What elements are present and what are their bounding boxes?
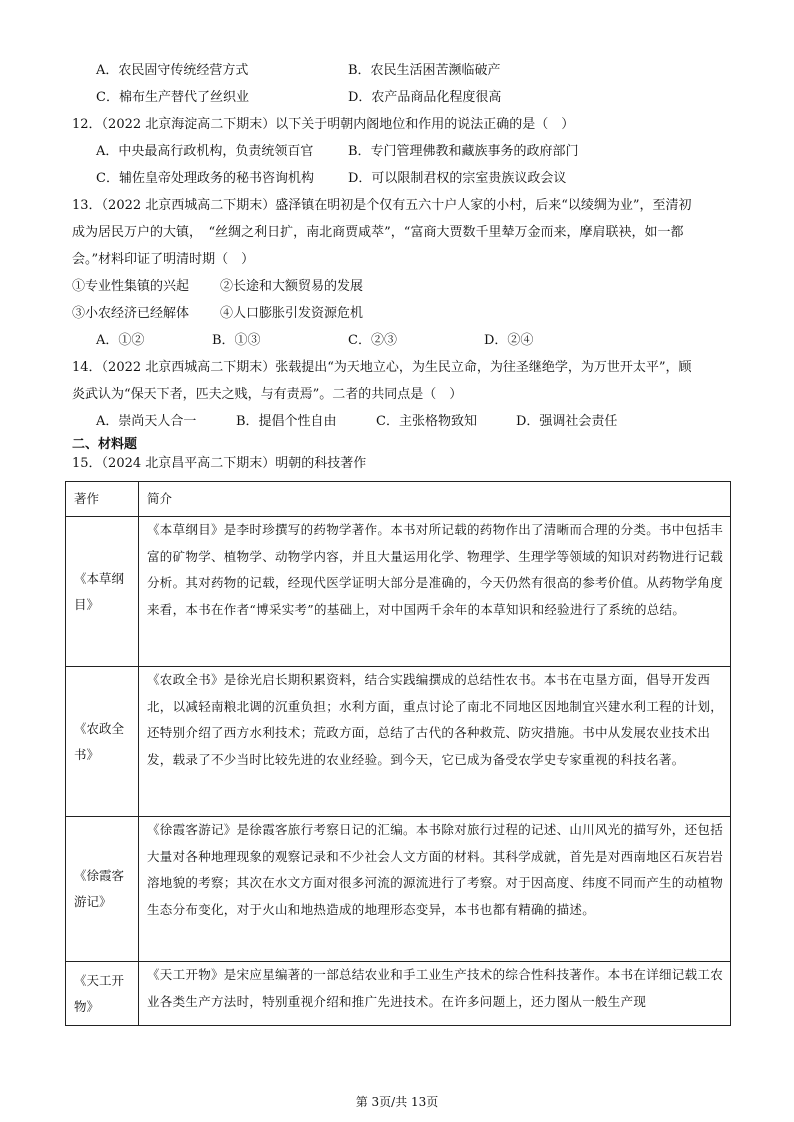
q12-option-b: B．专门管理佛教和藏族事务的政府部门 bbox=[348, 144, 579, 159]
work-name: 《天工开物》 bbox=[74, 972, 125, 1014]
q12-stem: 12．（2022 北京海淀高二下期末）以下关于明朝内阁地位和作用的说法正确的是（ ） bbox=[72, 117, 575, 132]
q13-item-3: ③小农经济已经解体 bbox=[72, 306, 190, 321]
work-desc-cell bbox=[139, 517, 731, 667]
work-description: 《徐霞客游记》是徐霞客旅行考察日记的汇编。本书除对旅行过程的记述、山川风光的描写外，还包括大量对各种地理现象的观察记录和不少社会人文方面的材料。其科学成就，首先是对西南地区石灰岩岩溶地貌的考察；其次在水文方面对很多河流的源流进行了考察。对于因高度、纬度不同而产生的动植物生态分布变化，对于火山和地热造成的地理形态变异，本书也都有精确的描述。 bbox=[147, 822, 724, 917]
q12-option-d: D．可以限制君权的宗室贵族议政会议 bbox=[348, 171, 567, 186]
q13-item-2: ②长途和大额贸易的发展 bbox=[220, 279, 364, 294]
work-name: 《本草纲目》 bbox=[74, 570, 125, 612]
q11-option-d: D．农产品商品化程度很高 bbox=[348, 90, 502, 105]
work-description: 《天工开物》是宋应星编著的一部总结农业和手工业生产技术的综合性科技著作。本书在详细记载工农业各类生产方法时，特别重视介绍和推广先进技术。在许多问题上，还力图从一般生产现 bbox=[147, 967, 724, 1009]
q11-option-b: B．农民生活困苦濒临破产 bbox=[348, 63, 501, 78]
q15-stem: 15．（2024 北京昌平高二下期末）明朝的科技著作 bbox=[72, 456, 367, 471]
work-name-cell bbox=[66, 517, 139, 667]
section-heading: 二、材料题 bbox=[72, 437, 138, 452]
table-row bbox=[66, 962, 731, 1026]
q14-option-c: C．主张格物致知 bbox=[376, 414, 477, 429]
work-desc-cell bbox=[139, 667, 731, 817]
q13-item-4: ④人口膨胀引发资源危机 bbox=[220, 306, 364, 321]
table-row bbox=[66, 517, 731, 667]
work-name: 《农政全书》 bbox=[74, 720, 125, 762]
work-desc-cell bbox=[139, 962, 731, 1026]
q14-line-1: 14．（2022 北京西城高二下期末）张载提出“为天地立心，为生民立命，为往圣继绝学，为万世开太平”，顾 bbox=[72, 360, 692, 375]
q12-option-c: C．辅佐皇帝处理政务的秘书咨询机构 bbox=[96, 171, 314, 186]
q11-option-a: A．农民固守传统经营方式 bbox=[96, 63, 249, 78]
page-number: 第 3页/共 13页 bbox=[355, 1095, 439, 1109]
work-name: 《徐霞客游记》 bbox=[74, 868, 125, 909]
q14-option-a: A．崇尚天人合一 bbox=[96, 414, 197, 429]
table-row bbox=[66, 817, 731, 962]
q13-option-b: B．①③ bbox=[212, 333, 261, 348]
work-name-cell bbox=[66, 817, 139, 962]
work-name-cell bbox=[66, 667, 139, 817]
q14-line-2: 炎武认为“保天下者，匹夫之贱，与有责焉”。二者的共同点是（ ） bbox=[72, 387, 463, 402]
work-description: 《本草纲目》是李时珍撰写的药物学著作。本书对所记载的药物作出了清晰而合理的分类。书中包括丰富的矿物学、植物学、动物学内容，并且大量运用化学、物理学、生理学等领域的知识对药物进行记载分析。其对药物的记载，经现代医学证明大部分是准确的，今天仍然有很高的参考价值。从药物学角度来看，本书在作者“博采实考”的基础上，对中国两千余年的本草知识和经验进行了系统的总结。 bbox=[147, 522, 724, 617]
q12-option-a: A．中央最高行政机构，负责统领百官 bbox=[96, 144, 314, 159]
q13-option-d: D．②④ bbox=[484, 333, 534, 348]
q13-line-1: 13．（2022 北京西城高二下期末）盛泽镇在明初是个仅有五六十户人家的小村，后来“以绫绸为业”，至清初 bbox=[72, 198, 692, 213]
table-header-works: 著作 bbox=[66, 482, 139, 517]
table-header-intro: 简介 bbox=[139, 482, 731, 517]
q13-option-a: A．①② bbox=[96, 333, 145, 348]
q13-item-1: ①专业性集镇的兴起 bbox=[72, 279, 190, 294]
science-works-table bbox=[65, 481, 731, 1026]
work-desc-cell bbox=[139, 817, 731, 962]
q13-line-2: 成为居民万户的大镇， “丝绸之利日扩，南北商贾咸萃”，“富商大贾数千里辇万金而来，摩肩联袂，如一都 bbox=[72, 225, 684, 240]
table-header-row bbox=[66, 482, 731, 517]
table-row bbox=[66, 667, 731, 817]
q13-option-c: C．②③ bbox=[348, 333, 397, 348]
q13-line-3: 会。”材料印证了明清时期（ ） bbox=[72, 252, 255, 267]
q14-option-b: B．提倡个性自由 bbox=[236, 414, 337, 429]
q11-option-c: C．棉布生产替代了丝织业 bbox=[96, 90, 249, 105]
work-name-cell bbox=[66, 962, 139, 1026]
work-description: 《农政全书》是徐光启长期积累资料，结合实践编撰成的总结性农书。本书在屯垦方面，倡导开发西北，以减轻南粮北调的沉重负担；水利方面，重点讨论了南北不同地区因地制宜兴建水利工程的计划，还特别介绍了西方水利技术；荒政方面，总结了古代的各种救荒、防灾措施。书中从发展农业技术出发，载录了不少当时比较先进的农业经验。到今天，它已成为备受农学史专家重视的科技名著。 bbox=[147, 672, 724, 767]
q14-option-d: D．强调社会责任 bbox=[516, 414, 618, 429]
